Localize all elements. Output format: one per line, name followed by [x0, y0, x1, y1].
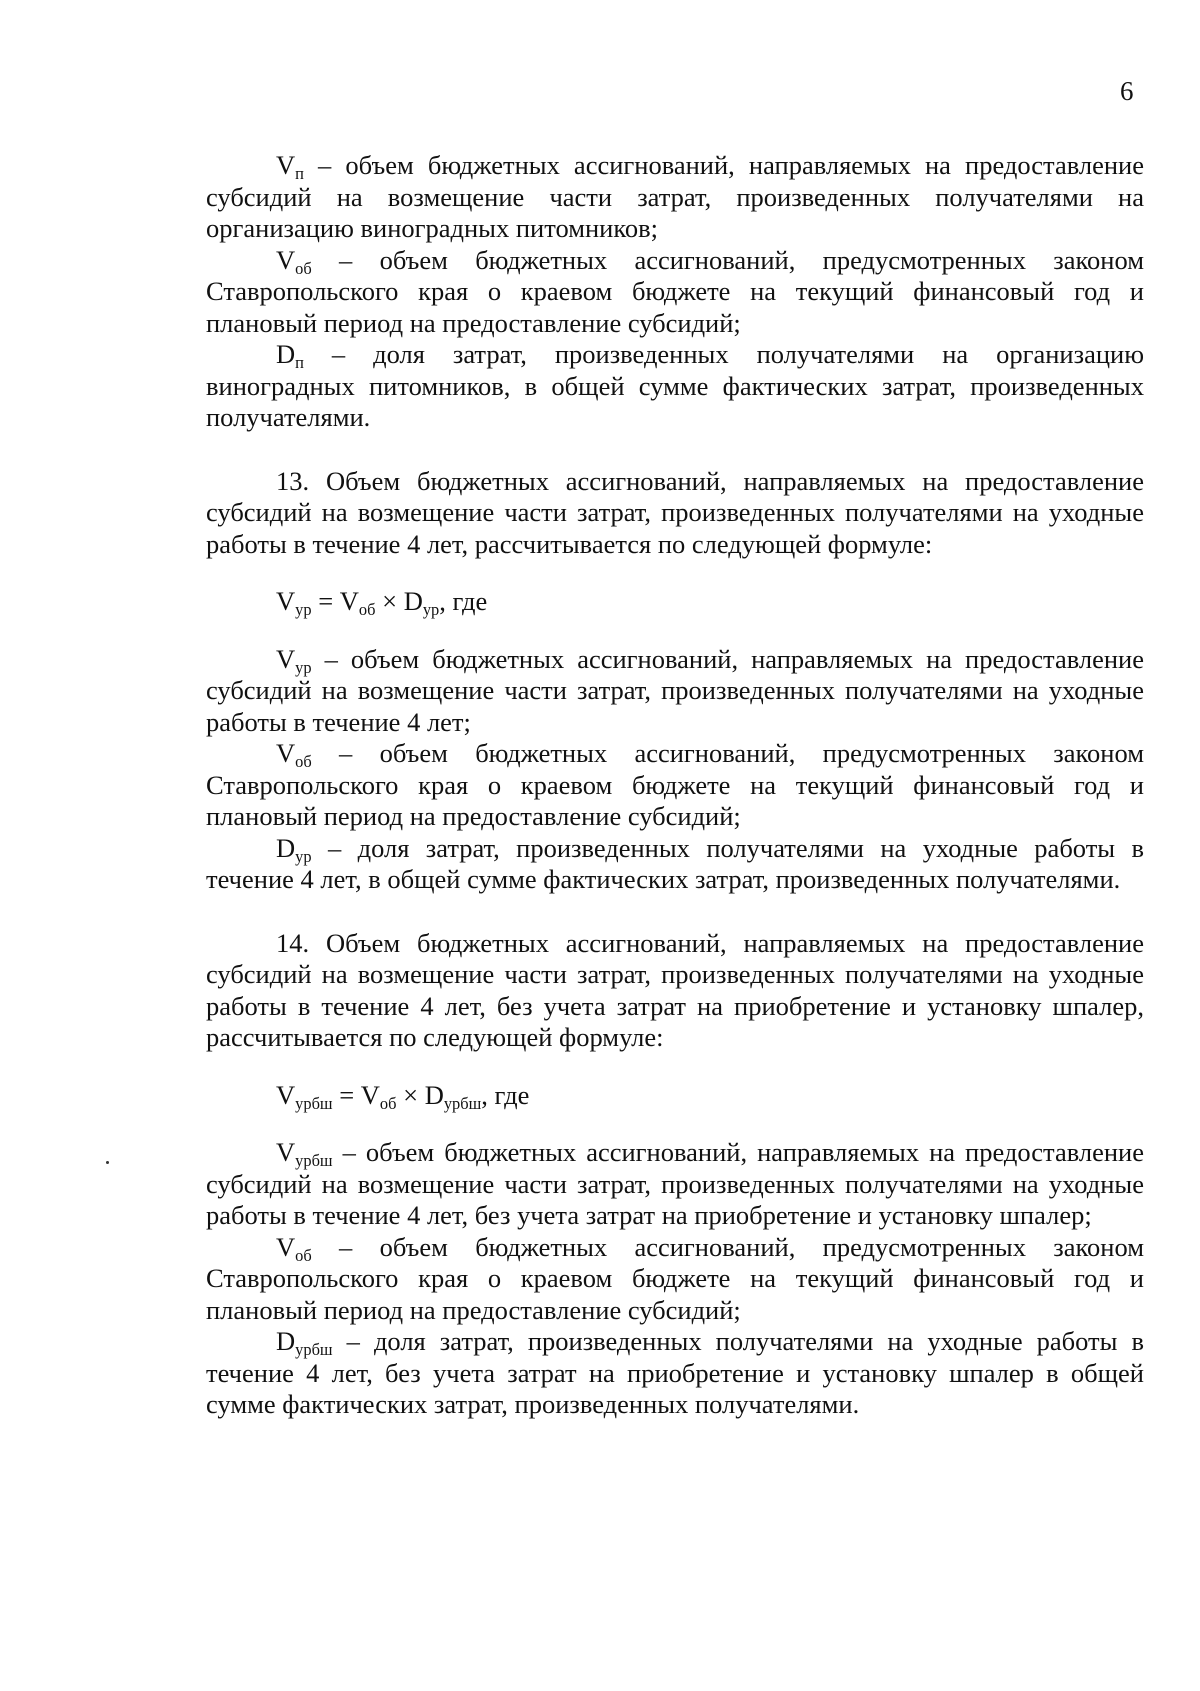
definition-vurbsh: $V_{урбш}$ – объем бюджетных ассигнований, направляемых на предоставление субсидий на возмещение части затрат, произведенных получателями на уходные работы в течение 4 лет, без учета затрат на приобретение и установку шпалер;	[206, 1137, 1144, 1230]
page-number: 6	[1120, 76, 1134, 106]
item-14-intro: 14. Объем бюджетных ассигнований, направляемых на предоставление субсидий на возмещение части затрат, произведенных получателями на уходные работы в течение 4 лет, без учета затрат на приобретение и установку шпалер, рассчитывается по следующей формуле:	[206, 927, 1144, 1052]
definition-vob: $V_{об}$ – объем бюджетных ассигнований, предусмотренных законом Ставропольского края о краевом бюджете на текущий финансовый год и плановый период на предоставление субсидий;	[206, 244, 1144, 338]
definition-durbsh: $D_{урбш}$ – доля затрат, произведенных получателями на уходные работы в течение 4 лет, без учета затрат на приобретение и установку шпалер в общей сумме фактических затрат, произведенных получателями.	[206, 1326, 1144, 1419]
definition-vur: $V_{ур}$ – объем бюджетных ассигнований, направляемых на предоставление субсидий на возмещение части затрат, произведенных получателями на уходные работы в течение 4 лет;	[206, 643, 1144, 737]
scan-speck	[106, 1161, 109, 1164]
item-13-intro: 13. Объем бюджетных ассигнований, направляемых на предоставление субсидий на возмещение части затрат, произведенных получателями на уходные работы в течение 4 лет, рассчитывается по следующей формуле:	[206, 465, 1144, 559]
formula-vurbsh: $V_{урбш} = V_{об} \times D_{урбш}$, где	[276, 1079, 530, 1113]
definition-vp: $V_п$ – объем бюджетных ассигнований, направляемых на предоставление субсидий на возмещение части затрат, произведенных получателями на организацию виноградных питомников;	[206, 150, 1144, 243]
definition-dur: $D_{ур}$ – доля затрат, произведенных получателями на уходные работы в течение 4 лет, в общей сумме фактических затрат, произведенных получателями.	[206, 832, 1144, 894]
formula-vur: $V_{ур} = V_{об} \times D_{ур}$, где	[276, 586, 488, 619]
definition-vob-13: $V_{об}$ – объем бюджетных ассигнований, предусмотренных законом Ставропольского края о краевом бюджете на текущий финансовый год и плановый период на предоставление субсидий;	[206, 738, 1144, 831]
definition-vob-14: $V_{об}$ – объем бюджетных ассигнований, предусмотренных законом Ставропольского края о краевом бюджете на текущий финансовый год и плановый период на предоставление субсидий;	[206, 1231, 1144, 1325]
definition-dp: $D_п$ – доля затрат, произведенных получателями на организацию виноградных питомников, в общей сумме фактических затрат, произведенных получателями.	[206, 339, 1144, 432]
document-body	[206, 150, 1144, 1421]
